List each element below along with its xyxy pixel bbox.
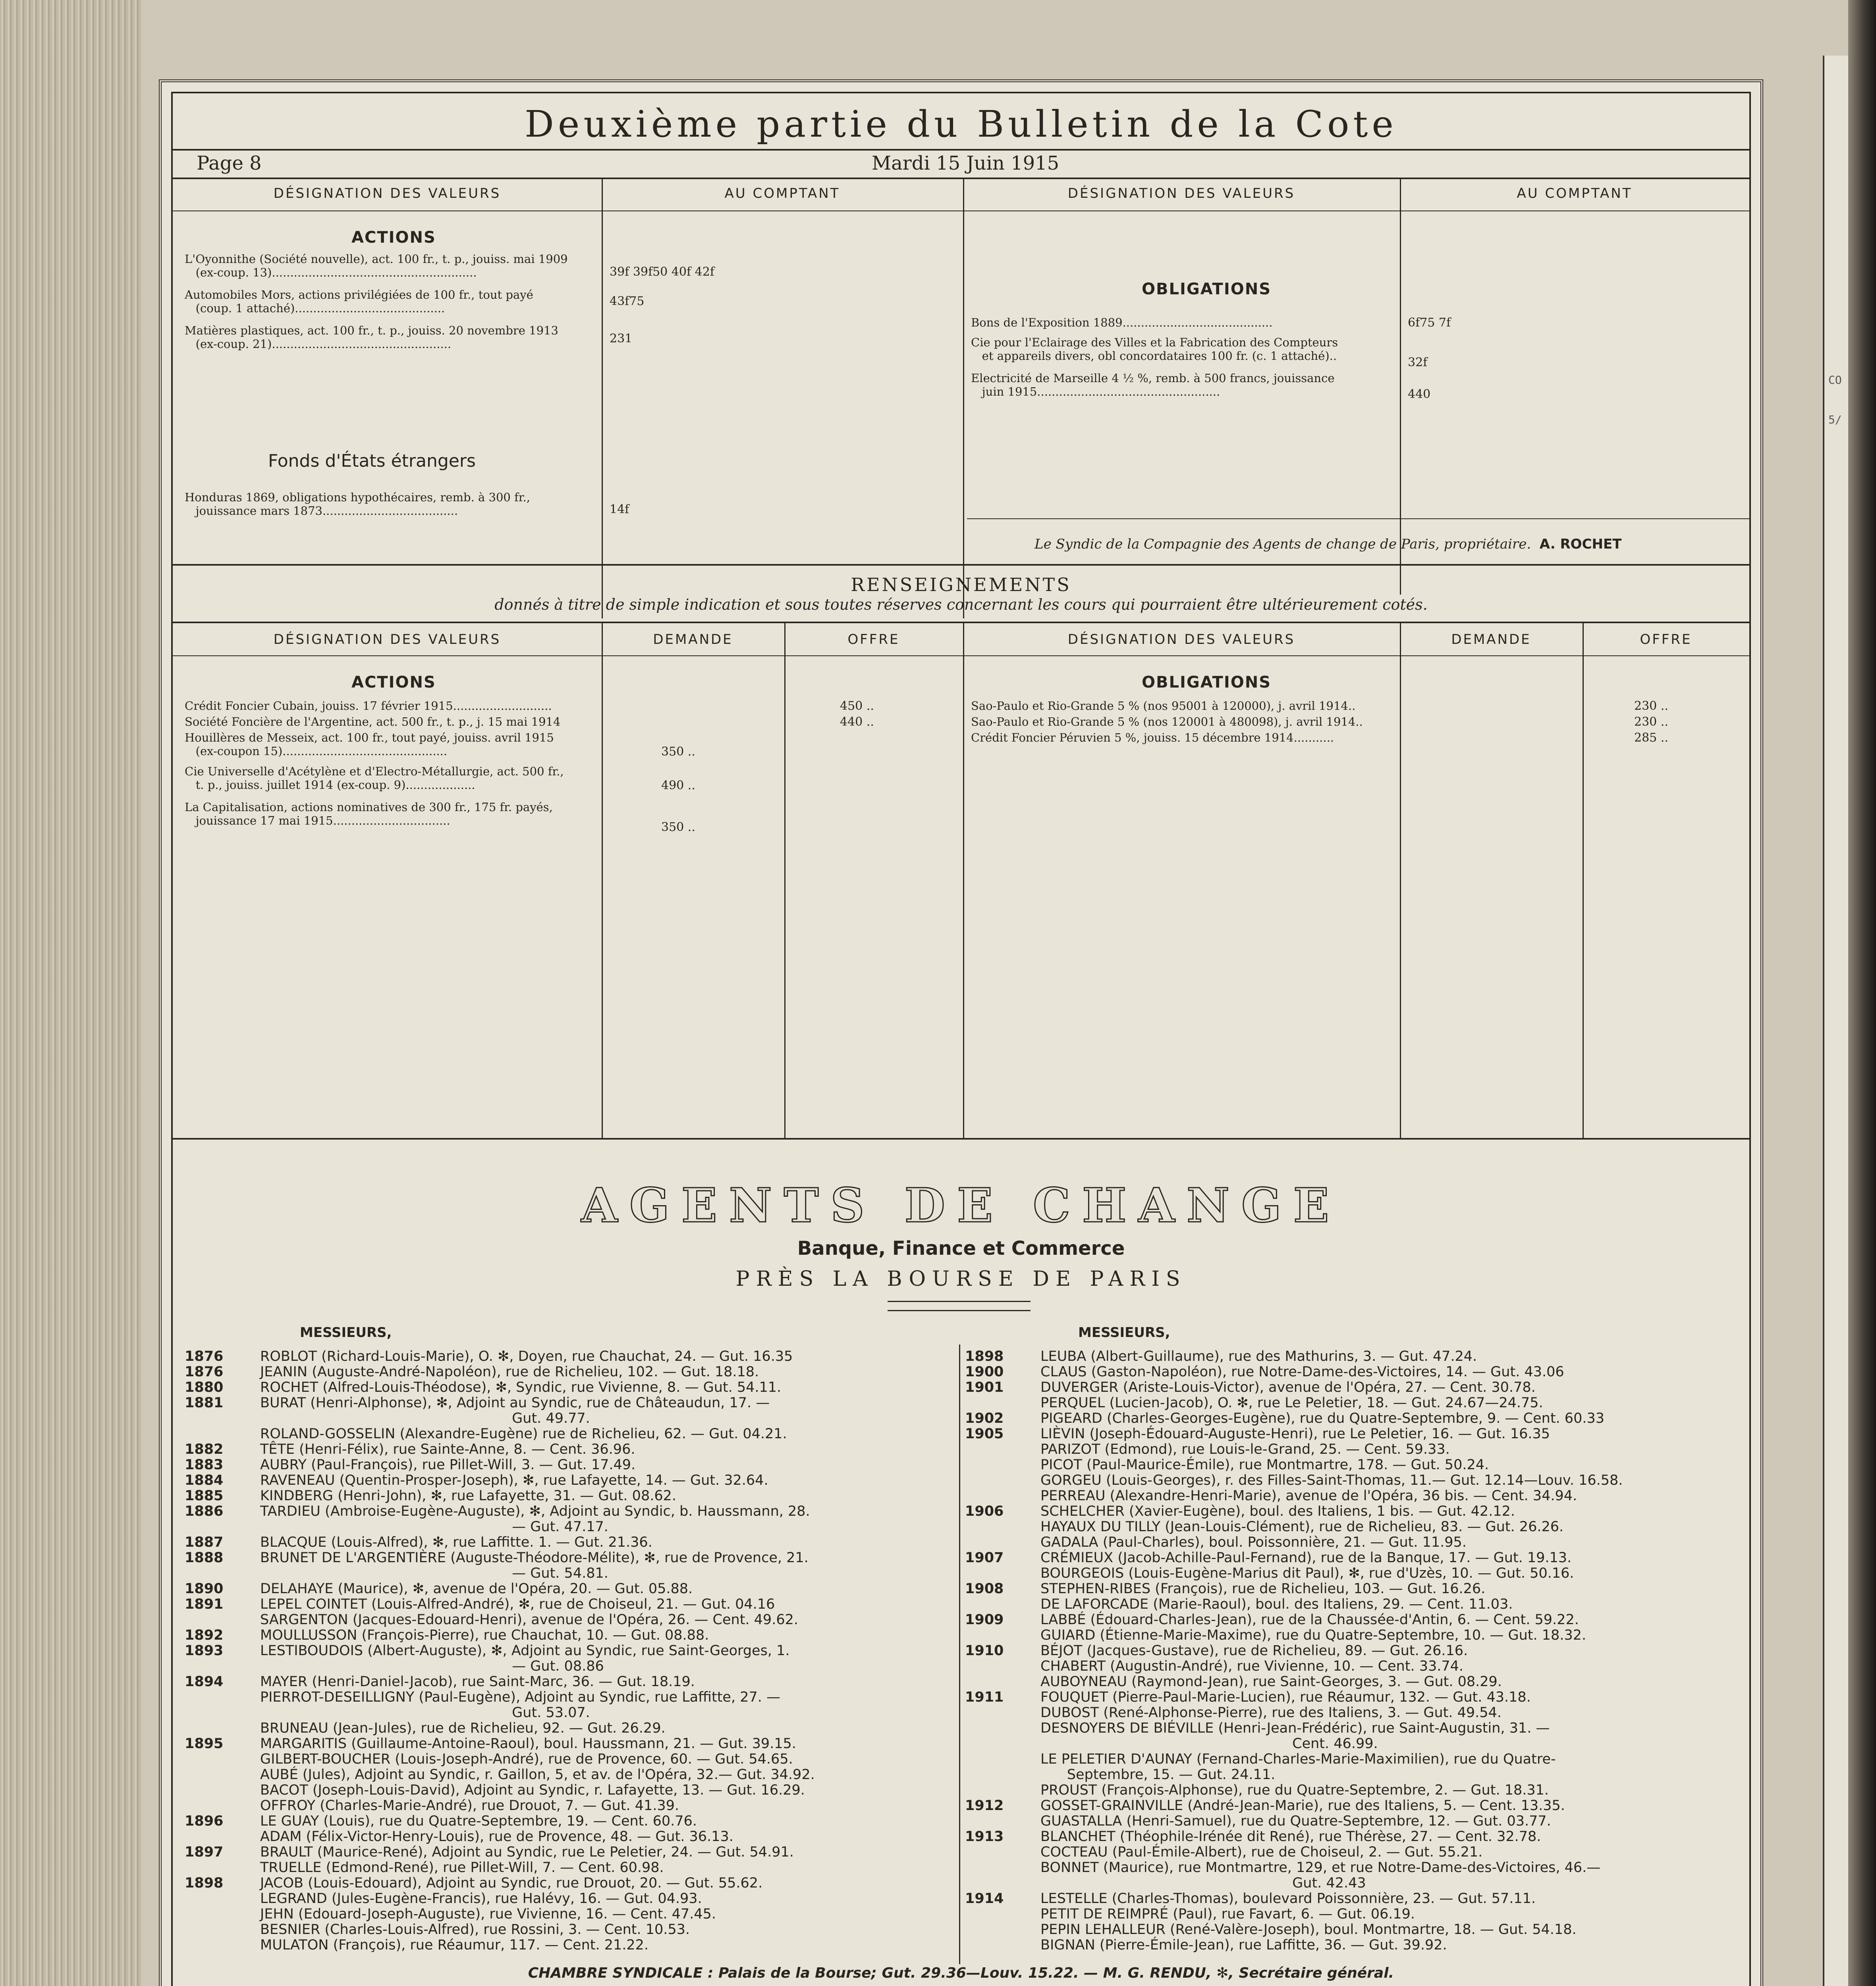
quote-value: 231 [610, 332, 633, 346]
title-rule [173, 149, 1749, 151]
agent-year: 1890 [185, 1581, 224, 1597]
renseignements-subtitle: donnés à titre de simple indication et sous toutes réserves concernant les cours qui pourraient être ultérieurement cotés. [494, 596, 1428, 613]
agent-text: PARIZOT (Edmond), rue Louis-le-Grand, 25. — Cent. 59.33. [1040, 1441, 1450, 1457]
agent-year: 1888 [185, 1550, 224, 1566]
agent-entry [965, 1596, 1747, 1612]
agent-text: KINDBERG (Henri-John), ✻, rue Lafayette, 31. — Gut. 08.62. [260, 1488, 677, 1504]
agent-entry [185, 1472, 955, 1488]
column-divider [602, 622, 603, 1138]
bulletin-page [159, 79, 1763, 1986]
comptant-header: AU COMPTANT [724, 185, 840, 201]
agent-text: GORGEU (Louis-Georges), r. des Filles-Saint-Thomas, 11.— Gut. 12.14—Louv. 16.58. [1040, 1472, 1623, 1488]
quote-row: L'Oyonnithe (Société nouvelle), act. 100 fr., t. p., jouiss. mai 1909 (ex-coup. 13)........................................................ [185, 252, 568, 279]
agent-entry [185, 1596, 955, 1612]
agent-entry [185, 1658, 955, 1674]
agent-entry [185, 1519, 955, 1534]
agent-year: 1900 [965, 1364, 1004, 1380]
agent-year: 1876 [185, 1348, 224, 1364]
agent-entry [185, 1426, 955, 1441]
agent-year: 1905 [965, 1426, 1004, 1442]
book-page-edges [0, 0, 143, 1986]
offre-value: 440 .. [840, 715, 874, 729]
agent-entry [965, 1426, 1747, 1441]
agent-entry [965, 1875, 1747, 1891]
agent-text: STEPHEN-RIBES (François), rue de Richelieu, 103. — Gut. 16.26. [1040, 1581, 1486, 1597]
agent-entry [185, 1689, 955, 1705]
agent-year: 1898 [965, 1348, 1004, 1364]
agent-entry [185, 1503, 955, 1519]
section-rule [173, 564, 1749, 566]
agent-entry [185, 1488, 955, 1503]
section-heading: OBLIGATIONS [1142, 673, 1272, 692]
agent-text: SARGENTON (Jacques-Edouard-Henri), avenue de l'Opéra, 26. — Cent. 49.62. [260, 1612, 798, 1628]
agent-text: GUASTALLA (Henri-Samuel), rue du Quatre-Septembre, 12. — Gut. 03.77. [1040, 1813, 1551, 1829]
agent-entry [965, 1860, 1747, 1875]
agent-entry [965, 1705, 1747, 1720]
agent-text: JEANIN (Auguste-André-Napoléon), rue de Richelieu, 102. — Gut. 18.18. [260, 1364, 759, 1380]
agent-entry [965, 1581, 1747, 1596]
demande-header: DEMANDE [1451, 632, 1531, 647]
agent-entry [965, 1813, 1747, 1829]
demande-value: 350 .. [661, 820, 695, 834]
demande-header: DEMANDE [653, 632, 733, 647]
agent-entry [185, 1720, 955, 1736]
agent-entry [965, 1457, 1747, 1472]
agent-entry [185, 1643, 955, 1658]
info-row: Sao-Paulo et Rio-Grande 5 % (nos 95001 à 120000), j. avril 1914.. [971, 699, 1356, 713]
agent-year: 1891 [185, 1596, 224, 1612]
agent-text: — Gut. 08.86 [260, 1658, 604, 1674]
agent-year: 1907 [965, 1550, 1004, 1566]
info-row: Crédit Foncier Péruvien 5 %, jouiss. 15 décembre 1914........... [971, 731, 1334, 744]
section-rule [173, 622, 1749, 623]
agent-text: ROLAND-GOSSELIN (Alexandre-Eugène) rue de Richelieu, 62. — Gut. 04.21. [260, 1426, 787, 1442]
agent-text: BONNET (Maurice), rue Montmartre, 129, et rue Notre-Dame-des-Victoires, 46.— [1040, 1860, 1601, 1876]
agent-text: BESNIER (Charles-Louis-Alfred), rue Rossini, 3. — Cent. 10.53. [260, 1922, 690, 1938]
agent-entry [185, 1798, 955, 1813]
column-divider [784, 622, 786, 1138]
agent-text: Gut. 49.77. [260, 1410, 590, 1426]
agent-entry [965, 1891, 1747, 1906]
agent-text: PROUST (François-Alphonse), rue du Quatre-Septembre, 2. — Gut. 18.31. [1040, 1782, 1549, 1798]
designation-header: DÉSIGNATION DES VALEURS [273, 185, 501, 201]
agent-year: 1881 [185, 1395, 224, 1411]
page-date: Mardi 15 Juin 1915 [872, 152, 1060, 174]
agent-entry [185, 1844, 955, 1860]
agent-text: BLANCHET (Théophile-Irénée dit René), rue Thérèse, 27. — Cent. 32.78. [1040, 1829, 1541, 1845]
agent-text: — Gut. 54.81. [260, 1565, 608, 1581]
agent-text: SCHELCHER (Xavier-Eugène), boul. des Italiens, 1 bis. — Gut. 42.12. [1040, 1503, 1515, 1519]
agent-text: MARGARITIS (Guillaume-Antoine-Raoul), boul. Haussmann, 21. — Gut. 39.15. [260, 1736, 796, 1752]
agent-year: 1887 [185, 1534, 224, 1550]
quote-value: 43f75 [610, 294, 645, 308]
agent-year: 1885 [185, 1488, 224, 1504]
agent-text: PERREAU (Alexandre-Henri-Marie), avenue de l'Opéra, 36 bis. — Cent. 34.94. [1040, 1488, 1577, 1504]
agent-text: AUBOYNEAU (Raymond-Jean), rue Saint-Georges, 3. — Gut. 08.29. [1040, 1674, 1502, 1690]
info-row: Cie Universelle d'Acétylène et d'Electro-Métallurgie, act. 500 fr., t. p., jouiss. juillet 1914 (ex-coup. 9)................... [185, 765, 564, 792]
agent-entry [185, 1534, 955, 1550]
agent-entry [185, 1612, 955, 1627]
agent-entry [965, 1441, 1747, 1457]
agent-year: 1913 [965, 1829, 1004, 1845]
agent-year: 1884 [185, 1472, 224, 1488]
agent-entry [185, 1550, 955, 1565]
agent-text: MAYER (Henri-Daniel-Jacob), rue Saint-Marc, 36. — Gut. 18.19. [260, 1674, 695, 1690]
agent-text: LEPEL COINTET (Louis-Alfred-André), ✻, rue de Choiseul, 21. — Gut. 04.16 [260, 1596, 775, 1612]
agent-text: COCTEAU (Paul-Émile-Albert), rue de Choiseul, 2. — Gut. 55.21. [1040, 1844, 1483, 1860]
agent-year: 1892 [185, 1627, 224, 1643]
agent-entry [965, 1782, 1747, 1798]
agent-entry [965, 1410, 1747, 1426]
demande-value: 230 .. [1634, 715, 1668, 729]
agent-text: LE GUAY (Louis), rue du Quatre-Septembre, 19. — Cent. 60.76. [260, 1813, 697, 1829]
renseignements-title: RENSEIGNEMENTS [851, 574, 1071, 595]
agent-text: ROBLOT (Richard-Louis-Marie), O. ✻, Doyen, rue Chauchat, 24. — Gut. 16.35 [260, 1348, 793, 1364]
agent-year: 1897 [185, 1844, 224, 1860]
column-header-rule [173, 655, 1749, 656]
agent-entry [965, 1689, 1747, 1705]
agent-entry [185, 1565, 955, 1581]
adjacent-page-mark: CO [1828, 373, 1842, 386]
quote-value: 6f75 7f [1408, 316, 1451, 330]
agent-text: Septembre, 15. — Gut. 24.11. [1040, 1767, 1276, 1783]
agent-text: CHABERT (Augustin-André), rue Vivienne, 10. — Cent. 33.74. [1040, 1658, 1464, 1674]
agent-text: GUIARD (Étienne-Marie-Maxime), rue du Quatre-Septembre, 10. — Gut. 18.32. [1040, 1627, 1586, 1643]
designation-header: DÉSIGNATION DES VALEURS [273, 632, 501, 647]
agent-entry [965, 1627, 1747, 1643]
info-row: Société Foncière de l'Argentine, act. 500 fr., t. p., j. 15 mai 1914 [185, 715, 561, 728]
demande-value: 230 .. [1634, 699, 1668, 713]
agent-text: TRUELLE (Edmond-René), rue Pillet-Will, 7. — Cent. 60.98. [260, 1860, 664, 1876]
agent-year: 1893 [185, 1643, 224, 1659]
agent-text: GOSSET-GRAINVILLE (André-Jean-Marie), rue des Italiens, 5. — Cent. 13.35. [1040, 1798, 1565, 1814]
agents-subtitle: Banque, Finance et Commerce [797, 1237, 1125, 1260]
agent-entry [965, 1612, 1747, 1627]
agent-entry [965, 1720, 1747, 1736]
agent-entry [965, 1488, 1747, 1503]
agent-entry [965, 1379, 1747, 1395]
agent-year: 1896 [185, 1813, 224, 1829]
agent-year: 1898 [185, 1875, 224, 1891]
demande-value: 285 .. [1634, 731, 1668, 745]
messieurs-heading: MESSIEURS, [1078, 1325, 1170, 1341]
agent-text: Gut. 53.07. [260, 1705, 590, 1721]
comptant-header: AU COMPTANT [1517, 185, 1633, 201]
offre-header: OFFRE [847, 632, 900, 647]
agent-year: 1882 [185, 1441, 224, 1457]
agent-entry [185, 1705, 955, 1720]
agent-text: PICOT (Paul-Maurice-Émile), rue Montmartre, 178. — Gut. 50.24. [1040, 1457, 1489, 1473]
agent-entry [185, 1813, 955, 1829]
agent-year: 1894 [185, 1674, 224, 1690]
agent-entry [185, 1379, 955, 1395]
syndic-signature [1035, 536, 1621, 552]
quote-value: 14f [610, 502, 629, 516]
agent-text: BLACQUE (Louis-Alfred), ✻, rue Laffitte. 1. — Gut. 21.36. [260, 1534, 652, 1550]
column-divider [963, 622, 964, 1138]
agent-entry [185, 1937, 955, 1953]
agent-entry [965, 1751, 1747, 1767]
agent-text: OFFROY (Charles-Marie-André), rue Drouot, 7. — Gut. 41.39. [260, 1798, 679, 1814]
agent-entry [185, 1875, 955, 1891]
agent-year: 1880 [185, 1379, 224, 1395]
syndic-rule [967, 518, 1749, 519]
agent-text: LIÈVIN (Joseph-Édouard-Auguste-Henri), rue Le Peletier, 16. — Gut. 16.35 [1040, 1426, 1550, 1442]
agent-text: AUBRY (Paul-François), rue Pillet-Will, 3. — Gut. 17.49. [260, 1457, 636, 1473]
info-row: Houillères de Messeix, act. 100 fr., tout payé, jouiss. avril 1915 (ex-coupon 15)............................................. [185, 731, 554, 758]
agent-entry [185, 1441, 955, 1457]
agents-location: PRÈS LA BOURSE DE PARIS [735, 1267, 1187, 1291]
quote-row: Automobiles Mors, actions privilégiées de 100 fr., tout payé (coup. 1 attaché)......................................... [185, 288, 533, 315]
agent-entry [185, 1627, 955, 1643]
agent-text: BIGNAN (Pierre-Émile-Jean), rue Laffitte, 36. — Gut. 39.92. [1040, 1937, 1447, 1953]
agent-year: 1909 [965, 1612, 1004, 1628]
agent-entry [965, 1565, 1747, 1581]
agent-entry [185, 1891, 955, 1906]
agent-entry [965, 1472, 1747, 1488]
agent-text: JACOB (Louis-Edouard), Adjoint au Syndic, rue Drouot, 20. — Gut. 55.62. [260, 1875, 763, 1891]
agent-text: BACOT (Joseph-Louis-David), Adjoint au Syndic, r. Lafayette, 13. — Gut. 16.29. [260, 1782, 805, 1798]
agent-text: PIERROT-DESEILLIGNY (Paul-Eugène), Adjoint au Syndic, rue Laffitte, 27. — [260, 1689, 780, 1705]
agent-entry [965, 1364, 1747, 1379]
agent-year: 1895 [185, 1736, 224, 1752]
quote-row: Matières plastiques, act. 100 fr., t. p., jouiss. 20 novembre 1913 (ex-coup. 21)................................................. [185, 324, 558, 351]
agent-year: 1902 [965, 1410, 1004, 1426]
column-divider [1400, 178, 1401, 595]
agent-entry [185, 1751, 955, 1767]
agent-entry [965, 1736, 1747, 1751]
agent-text: JEHN (Edouard-Joseph-Auguste), rue Vivienne, 16. — Cent. 47.45. [260, 1906, 716, 1922]
syndic-text: Le Syndic de la Compagnie des Agents de change de Paris, propriétaire. [1035, 536, 1531, 552]
agent-text: BOURGEOIS (Louis-Eugène-Marius dit Paul), ✻, rue d'Uzès, 10. — Gut. 50.16. [1040, 1565, 1574, 1581]
agent-entry [185, 1906, 955, 1922]
designation-header: DÉSIGNATION DES VALEURS [1067, 185, 1295, 201]
agent-entry [965, 1534, 1747, 1550]
section-heading: OBLIGATIONS [1142, 280, 1272, 298]
quote-value: 32f [1408, 355, 1428, 369]
agent-entry [185, 1860, 955, 1875]
agent-entry [185, 1581, 955, 1596]
agent-entry [965, 1798, 1747, 1813]
agent-text: HAYAUX DU TILLY (Jean-Louis-Clément), rue de Richelieu, 83. — Gut. 26.26. [1040, 1519, 1564, 1535]
adjacent-page-strip [1823, 56, 1848, 1986]
agent-entry [965, 1519, 1747, 1534]
quote-row: Bons de l'Exposition 1889......................................... [971, 316, 1273, 329]
agents-title: AGENTS DE CHANGE [581, 1178, 1341, 1233]
agent-text: LEUBA (Albert-Guillaume), rue des Mathurins, 3. — Gut. 47.24. [1040, 1348, 1477, 1364]
agent-entry [965, 1937, 1747, 1953]
agent-entry [965, 1503, 1747, 1519]
quote-row: Honduras 1869, obligations hypothécaires, remb. à 300 fr., jouissance mars 1873..................................... [185, 491, 530, 518]
agent-text: GADALA (Paul-Charles), boul. Poissonnière, 21. — Gut. 11.95. [1040, 1534, 1467, 1550]
agent-entry [965, 1844, 1747, 1860]
section-rule [173, 1138, 1749, 1140]
agent-year: 1914 [965, 1891, 1004, 1907]
ornament-rule [888, 1301, 1031, 1311]
agent-text: DELAHAYE (Maurice), ✻, avenue de l'Opéra, 20. — Gut. 05.88. [260, 1581, 693, 1597]
agent-entry [185, 1829, 955, 1844]
agent-year: 1906 [965, 1503, 1004, 1519]
column-divider [963, 178, 964, 618]
agent-year: 1883 [185, 1457, 224, 1473]
agent-text: RAVENEAU (Quentin-Prosper-Joseph), ✻, rue Lafayette, 14. — Gut. 32.64. [260, 1472, 768, 1488]
agent-year: 1886 [185, 1503, 224, 1519]
agent-entry [185, 1364, 955, 1379]
agent-text: ADAM (Félix-Victor-Henry-Louis), rue de Provence, 48. — Gut. 36.13. [260, 1829, 733, 1845]
agent-text: BÉJOT (Jacques-Gustave), rue de Richelieu, 89. — Gut. 26.16. [1040, 1643, 1468, 1659]
agent-text: DE LAFORCADE (Marie-Raoul), boul. des Italiens, 29. — Cent. 11.03. [1040, 1596, 1513, 1612]
agent-entry [185, 1410, 955, 1426]
offre-header: OFFRE [1640, 632, 1692, 647]
agent-text: LABBÉ (Édouard-Charles-Jean), rue de la Chaussée-d'Antin, 6. — Cent. 59.22. [1040, 1612, 1579, 1628]
agent-text: GILBERT-BOUCHER (Louis-Joseph-André), rue de Provence, 60. — Gut. 54.65. [260, 1751, 793, 1767]
designation-header: DÉSIGNATION DES VALEURS [1067, 632, 1295, 647]
adjacent-page-mark: 5/ [1828, 413, 1842, 426]
column-divider [602, 178, 603, 618]
info-row: La Capitalisation, actions nominatives de 300 fr., 175 fr. payés, jouissance 17 mai 1915................................ [185, 800, 553, 827]
agent-text: PETIT DE REIMPRÉ (Paul), rue Favart, 6. — Gut. 06.19. [1040, 1906, 1415, 1922]
agent-entry [185, 1922, 955, 1937]
column-divider [959, 1345, 960, 1964]
quote-value: 440 [1408, 387, 1431, 401]
syndic-name: A. ROCHET [1539, 536, 1622, 552]
agent-year: 1901 [965, 1379, 1004, 1395]
agent-entry [965, 1658, 1747, 1674]
agent-text: LE PELETIER D'AUNAY (Fernand-Charles-Marie-Maximilien), rue du Quatre- [1040, 1751, 1556, 1767]
agent-text: PERQUEL (Lucien-Jacob), O. ✻, rue Le Peletier, 18. — Gut. 24.67—24.75. [1040, 1395, 1543, 1411]
agent-year: 1910 [965, 1643, 1004, 1659]
messieurs-heading: MESSIEURS, [300, 1325, 392, 1341]
page-frame [171, 92, 1751, 1986]
agent-text: PEPIN LEHALLEUR (René-Valère-Joseph), boul. Montmartre, 18. — Gut. 54.18. [1040, 1922, 1577, 1938]
agent-entry [965, 1643, 1747, 1658]
agent-entry [185, 1395, 955, 1410]
agent-year: 1912 [965, 1798, 1004, 1814]
agent-text: DESNOYERS DE BIÉVILLE (Henri-Jean-Frédéric), rue Saint-Augustin, 31. — [1040, 1720, 1550, 1736]
agent-entry [185, 1674, 955, 1689]
agent-entry [965, 1674, 1747, 1689]
agent-entry [185, 1348, 955, 1364]
agent-entry [965, 1550, 1747, 1565]
demande-value: 490 .. [661, 779, 695, 792]
agent-entry [965, 1922, 1747, 1937]
agent-text: Gut. 42.43 [1040, 1875, 1366, 1891]
agent-text: PIGEARD (Charles-Georges-Eugène), rue du Quatre-Septembre, 9. — Cent. 60.33 [1040, 1410, 1604, 1426]
agent-text: MOULLUSSON (François-Pierre), rue Chauchat, 10. — Gut. 08.88. [260, 1627, 709, 1643]
agent-entry [965, 1906, 1747, 1922]
section-heading: ACTIONS [351, 228, 436, 247]
demande-value: 350 .. [661, 745, 695, 759]
agent-entry [965, 1395, 1747, 1410]
book-spine [1848, 0, 1876, 1986]
agent-text: LEGRAND (Jules-Eugène-Francis), rue Halévy, 16. — Gut. 04.93. [260, 1891, 702, 1907]
section-heading: ACTIONS [351, 673, 436, 692]
agent-text: BRUNET DE L'ARGENTIÈRE (Auguste-Théodore-Mélite), ✻, rue de Provence, 21. [260, 1550, 809, 1566]
column-divider [1583, 622, 1584, 1138]
info-row: Sao-Paulo et Rio-Grande 5 % (nos 120001 à 480098), j. avril 1914.. [971, 715, 1363, 728]
agent-text: CLAUS (Gaston-Napoléon), rue Notre-Dame-des-Victoires, 14. — Gut. 43.06 [1040, 1364, 1564, 1380]
agent-text: TÊTE (Henri-Félix), rue Sainte-Anne, 8. — Cent. 36.96. [260, 1441, 635, 1457]
agent-entry [965, 1348, 1747, 1364]
agent-text: CRÉMIEUX (Jacob-Achille-Paul-Fernand), rue de la Banque, 17. — Gut. 19.13. [1040, 1550, 1572, 1566]
chambre-syndicale: CHAMBRE SYNDICALE : Palais de la Bourse; Gut. 29.36—Louv. 15.22. — M. G. RENDU, ✻, Secrétaire général. [528, 1965, 1394, 1981]
section-heading: Fonds d'États étrangers [268, 451, 476, 471]
agent-year: 1908 [965, 1581, 1004, 1597]
agent-text: DUBOST (René-Alphonse-Pierre), rue des Italiens, 3. — Gut. 49.54. [1040, 1705, 1502, 1721]
agent-entry [185, 1457, 955, 1472]
agent-text: FOUQUET (Pierre-Paul-Marie-Lucien), rue Réaumur, 132. — Gut. 43.18. [1040, 1689, 1531, 1705]
agent-entry [185, 1767, 955, 1782]
agent-year: 1911 [965, 1689, 1004, 1705]
quote-row: Cie pour l'Eclairage des Villes et la Fabrication des Compteurs et appareils divers, obl concordataires 100 fr. (c. 1 attaché).. [971, 336, 1338, 363]
info-row: Crédit Foncier Cubain, jouiss. 17 février 1915........................... [185, 699, 552, 713]
agent-year: 1876 [185, 1364, 224, 1380]
agent-text: LESTIBOUDOIS (Albert-Auguste), ✻, Adjoint au Syndic, rue Saint-Georges, 1. [260, 1643, 790, 1659]
agent-text: BRAULT (Maurice-René), Adjoint au Syndic, rue Le Peletier, 24. — Gut. 54.91. [260, 1844, 794, 1860]
quote-row: Electricité de Marseille 4 ½ %, remb. à 500 francs, jouissance juin 1915.................................................. [971, 371, 1335, 398]
agent-text: MULATON (François), rue Réaumur, 117. — Cent. 21.22. [260, 1937, 649, 1953]
column-divider [1400, 622, 1401, 1138]
agent-entry [965, 1767, 1747, 1782]
header-rule [173, 178, 1749, 179]
agent-text: AUBÉ (Jules), Adjoint au Syndic, r. Gaillon, 5, et av. de l'Opéra, 32.— Gut. 34.92. [260, 1767, 815, 1783]
quote-value: 39f 39f50 40f 42f [610, 265, 714, 279]
page-number: Page 8 [197, 152, 262, 174]
agent-entry [965, 1829, 1747, 1844]
agent-text: Cent. 46.99. [1040, 1736, 1378, 1752]
page-title: Deuxième partie du Bulletin de la Cote [525, 103, 1397, 145]
agent-text: ROCHET (Alfred-Louis-Théodose), ✻, Syndic, rue Vivienne, 8. — Gut. 54.11. [260, 1379, 782, 1395]
agent-text: LESTELLE (Charles-Thomas), boulevard Poissonnière, 23. — Gut. 57.11. [1040, 1891, 1536, 1907]
agent-text: TARDIEU (Ambroise-Eugène-Auguste), ✻, Adjoint au Syndic, b. Haussmann, 28. [260, 1503, 810, 1519]
offre-value: 450 .. [840, 699, 874, 713]
agent-text: — Gut. 47.17. [260, 1519, 608, 1535]
agent-entry [185, 1782, 955, 1798]
agent-entry [185, 1736, 955, 1751]
agent-text: DUVERGER (Ariste-Louis-Victor), avenue de l'Opéra, 27. — Cent. 30.78. [1040, 1379, 1536, 1395]
agent-text: BURAT (Henri-Alphonse), ✻, Adjoint au Syndic, rue de Châteaudun, 17. — [260, 1395, 770, 1411]
agent-text: BRUNEAU (Jean-Jules), rue de Richelieu, 92. — Gut. 26.29. [260, 1720, 666, 1736]
